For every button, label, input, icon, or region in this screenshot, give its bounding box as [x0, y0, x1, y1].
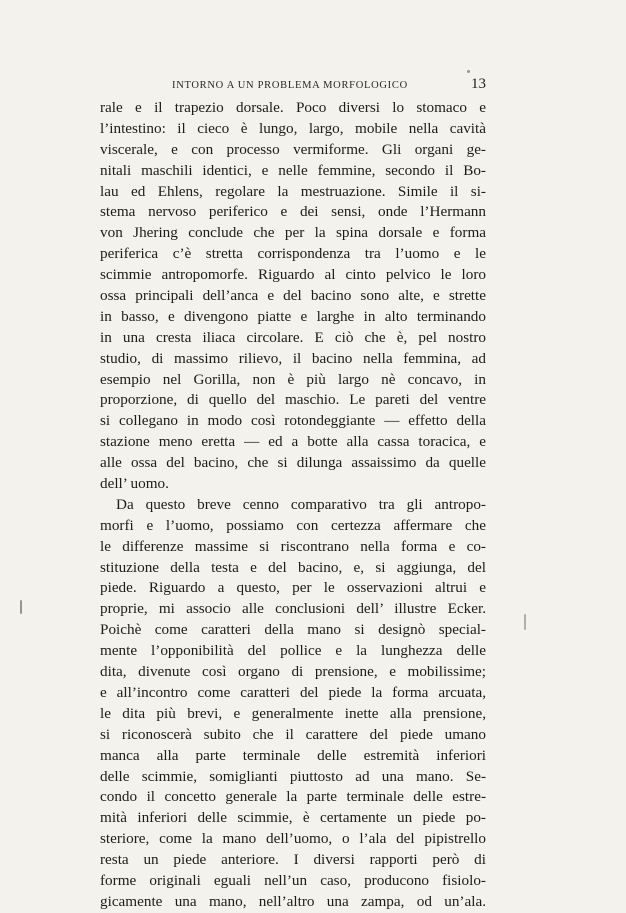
text-line: rale e il trapezio dorsale. Poco diversi lo stomaco e	[100, 99, 486, 116]
running-header	[100, 74, 486, 96]
text-line: stazione meno eretta — ed a botte alla cassa toracica, e	[100, 433, 486, 451]
text-line: e all’incontro come caratteri del piede la forma arcuata,	[100, 683, 486, 701]
scan-speck-left	[20, 600, 22, 614]
text-line: lau ed Ehlens, regolare la mestruazione. Simile il si-	[100, 182, 486, 200]
text-line: l’intestino: il cieco è lungo, largo, mobile nella cavità	[100, 119, 486, 137]
text-line: Poichè come caratteri della mano si designò special-	[100, 621, 486, 639]
text-line: nitali maschili identici, e nelle femmine, secondo il Bo-	[100, 161, 486, 179]
running-title: INTORNO A UN PROBLEMA MORFOLOGICO	[172, 80, 408, 91]
text-line: studio, di massimo rilievo, il bacino nella femmina, ad	[100, 349, 486, 367]
text-line: in una cresta iliaca circolare. E ciò che è, pel nostro	[100, 328, 486, 346]
text-line: proporzione, di quello del maschio. Le pareti del ventre	[100, 391, 486, 409]
text-line: mità inferiori delle scimmie, è certamente un piede po-	[100, 809, 486, 827]
text-line: si riconoscerà subito che il carattere del piede umano	[100, 725, 486, 743]
text-line: viscerale, e con processo vermiforme. Gli organi ge-	[100, 140, 486, 158]
text-line: si collegano in modo così rotondeggiante — effetto della	[100, 412, 486, 430]
text-line: gicamente una mano, nell’altro una zampa, od un’ala.	[100, 892, 486, 910]
text-line: condo il concetto generale la parte terminale delle estre-	[100, 788, 486, 806]
text-line: scimmie antropomorfe. Riguardo al cinto pelvico le loro	[100, 266, 486, 284]
text-line: periferica c’è stretta corrispondenza tra l’uomo e le	[100, 245, 486, 263]
body-text	[100, 98, 486, 913]
text-line: dell’ uomo.	[100, 475, 169, 493]
text-line: delle scimmie, somiglianti piuttosto ad una mano. Se-	[100, 767, 486, 785]
text-line: piede. Riguardo a questo, per le osservazioni altrui e	[100, 579, 486, 597]
text-line: alle ossa del bacino, che si dilunga assaissimo da quelle	[100, 454, 486, 472]
text-line: in basso, e divengono piatte e larghe in alto terminando	[100, 307, 486, 325]
text-line: mente l’opponibilità del pollice e la lunghezza delle	[100, 642, 486, 660]
text-line: morfi e l’uomo, possiamo con certezza affermare che	[100, 516, 486, 534]
text-line: manca alla parte terminale delle estremità inferiori	[100, 746, 486, 764]
text-line: ossa principali dell’anca e del bacino sono alte, e strette	[100, 287, 486, 305]
scan-speck-right	[524, 614, 526, 630]
text-line: le dita più brevi, e generalmente inette alla prensione,	[100, 704, 486, 722]
text-line: forme originali eguali nell’un caso, producono fisiolo-	[100, 871, 486, 889]
text-line: le differenze massime si riscontrano nella forma e co-	[100, 537, 486, 555]
page-number: 13	[471, 76, 486, 92]
text-line: esempio nel Gorilla, non è più largo nè concavo, in	[100, 370, 486, 388]
text-line: stituzione della testa e del bacino, e, si aggiunga, del	[100, 558, 486, 576]
text-line: steriore, come la mano dell’uomo, o l’ala del pipistrello	[100, 830, 486, 848]
text-line: dita, divenute così organo di prensione, e mobilissime;	[100, 663, 486, 681]
text-line: resta un piede anteriore. I diversi rapporti però di	[100, 851, 486, 869]
scan-speck-top	[467, 70, 470, 73]
text-line: von Jhering conclude che per la spina dorsale e forma	[100, 224, 486, 242]
text-line: proprie, mi associo alle conclusioni dell’ illustre Ecker.	[100, 600, 486, 618]
text-line: stema nervoso periferico e dei sensi, onde l’Hermann	[100, 203, 486, 221]
text-line: Da questo breve cenno comparativo tra gli antropo-	[116, 495, 486, 513]
